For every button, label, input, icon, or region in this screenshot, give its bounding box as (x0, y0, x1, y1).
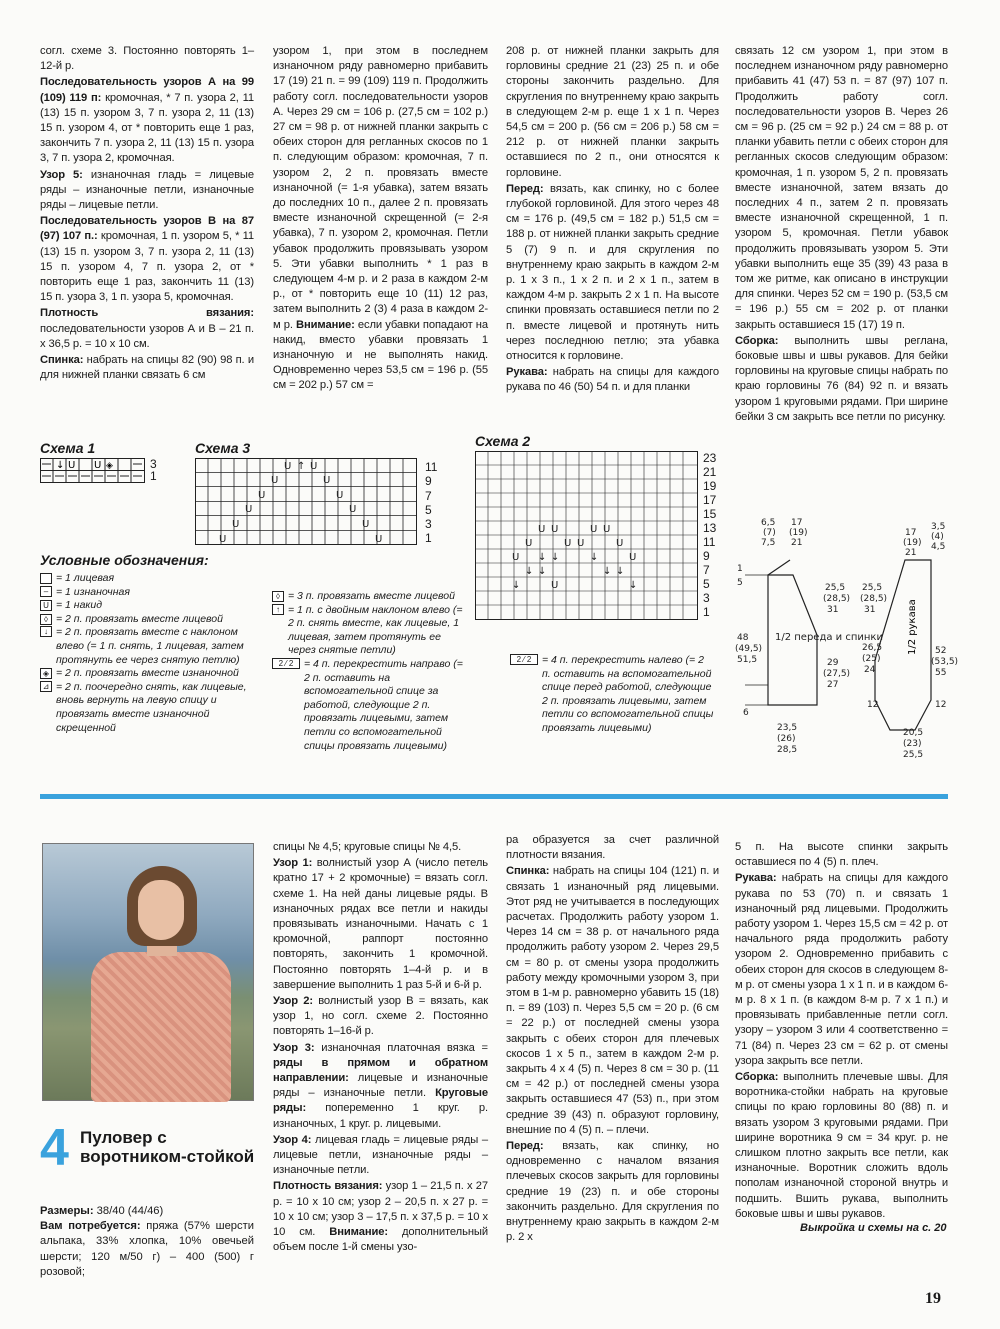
svg-text:↓: ↓ (56, 460, 65, 471)
svg-text:(26): (26) (777, 734, 796, 744)
svg-text:U: U (375, 534, 383, 545)
svg-text:U: U (538, 524, 546, 535)
legend-col-2: ◊ = 3 п. провязать вместе лицевой ↑ = 1 п. с двойным наклоном влево (= 2 п. снять вместе, как лицевые, 1 лицевая, затем протянуть ее через снятые петли) 2 ⁄ 2 = 4 п. перекрестить направо (= 2 п. оставить на вспомогательной спице за работой, следующие 2 п. провязать лицевыми, затем петли со вспомогательной спицы провязать лицевыми) (272, 590, 467, 753)
item-requirements: Размеры: 38/40 (44/46) Вам потребуется: пряжа (57% шерсти альпака, 33% хлопка, 10% овечьей шерсти; 120 м/50 г) – 400 (500) г розовой; (40, 1205, 254, 1278)
top-column-2: узором 1, при этом в последнем изнаночном ряду равномерно прибавить 17 (19) 21 п. = 99 (109) 119 п. Продолжить работу согл. последовательности узоров А. Через 29 см = 106 р. (27,5 см = 102 р.) 27 см = 98 р. от нижней планки закрыть с обеих сторон для регланных скосов по 1 п. следующим образом: кромочная, 7 п. узором 2, 2 п. провязать вместе изнаночной (= 1-я убавка), затем вязать до последних 10 п., далее 2 п. провязать вместе изнаночной скрещенной (= 2-я убавка), 7 п. узором 2, кромочная. Петли убавок продолжить провязывать узором 5. Эти убавки выполнить * 1 раз в следующем 4-м р. и 2 раза в каждом 2-м р., от * повторить еще 10 (11) 12 раз, затем выполнить 2 (3) 4 раза в каждом 2-м р. Внимание: если убавки попадают на накид, вместо убавки провязать 1 изнаночную и не выполнять накид. Одновременно через 53,5 см = 196 р. (55 см = 202 р.) 57 см = (273, 45, 489, 392)
svg-text:1/2 рукава: 1/2 рукава (907, 599, 918, 655)
ssk-symbol-icon: ↓ (40, 626, 52, 637)
model-photo (42, 843, 254, 1101)
svg-text:25,5: 25,5 (903, 750, 924, 760)
k3tog-symbol-icon: ◊ (272, 591, 284, 602)
svg-text:(23): (23) (903, 739, 922, 749)
svg-text:55: 55 (935, 668, 947, 678)
svg-text:(49,5): (49,5) (735, 644, 763, 654)
svg-text:24: 24 (864, 665, 876, 675)
svg-text:51,5: 51,5 (737, 655, 758, 665)
svg-text:28,5: 28,5 (777, 745, 798, 755)
svg-text:3,5: 3,5 (931, 522, 946, 532)
svg-text:5: 5 (737, 578, 743, 588)
legend-col-3: 2 ⁄ 2 = 4 п. перекрестить налево (= 2 п. оставить на вспомогательной спице перед работой, следующие 2 п. провязать лицевыми, затем петли со вспомогательной спицы провязать лицевыми) (510, 654, 720, 736)
svg-text:U: U (245, 504, 253, 515)
svg-text:(28,5): (28,5) (823, 594, 851, 604)
svg-text:U: U (284, 461, 292, 472)
svg-text:U: U (271, 475, 279, 486)
scheme-1-title: Схема 1 (40, 440, 96, 456)
svg-text:25,5: 25,5 (862, 583, 883, 593)
svg-text:27: 27 (827, 680, 839, 690)
top-column-3: 208 р. от нижней планки закрыть для горловины средние 21 (23) 25 п. и обе стороны закончить раздельно. Для скругления по внутреннему краю закрыть в следующем 2-м р. еще 1 х 1 п. Через 54,5 см = 200 р. (56 см = 206 р.) 58 см = 212 р. от нижней планки закрыть оставшиеся по 2 п., они относятся к горловине. Перед: вязать, как спинку, но с более глубокой горловиной. Для этого через 48 см = 176 р. (49,5 см = 182 р.) 51,5 см = 188 р. от нижней планки закрыть средние 5 (7) 9 п. и для скругления по внутреннему краю закрыть в каждом 2-м р. 1 х 3 п., 1 х 2 п. и 2 х 1 п., затем в каждом 4-м р. закрыть 2 х 1 п. На высоте спинки провязать оставшиеся петли по 2 п. вместе лицевой и протянуть нить через последнюю петлю; эта убавка относится к горловине. Рукава: набрать на спицы для каждого рукава по 46 (50) 54 п. и для планки (506, 45, 719, 394)
legend-col-1: = 1 лицевая – = 1 изнаночная U = 1 накид ◊ = 2 п. провязать вместе лицевой ↓ = 2 п. провязать вместе с наклоном влево (= 1 п. снять, 1 лицевая, затем протянуть ее через снятую петлю) ◈ = 2 п. провязать вместе изнаночной ⊿ = 2 п. поочередно снять, как лицевые, вновь вернуть на левую спицу и провязать вместе изнаночной скрещенной (40, 572, 260, 735)
svg-text:U: U (94, 460, 102, 471)
svg-text:U: U (362, 519, 370, 530)
scheme-2-title: Схема 2 (475, 433, 531, 449)
purl-symbol-icon: – (40, 586, 52, 597)
item-number: 4 (40, 1119, 69, 1177)
svg-text:7,5: 7,5 (761, 538, 776, 548)
section-divider (40, 794, 948, 799)
bottom-column-4: 5 п. На высоте спинки закрыть оставшиеся по 4 (5) п. плеч. Рукава: набрать на спицы для каждого рукава по 53 (70) п. и связать 1 изнаночный ряд лицевыми. Продолжить работу узором 1. Через 15,5 см = 42 р. от начального ряда продолжить работу узором 2. Одновременно прибавить с обеих сторон для скосов в следующем 8-м р. от смены узора 1 х 1 п. и в каждом 6-м р. 8 х 1 п. (в каждом 8-м р. 7 х 1 п.) и провязывать прибавленные петли согл. узору – узором 3 или 4 соответственно = 71 (84) п. Через 23 см = 62 р. от смены узора закрыть все петли. Сборка: выполнить плечевые швы. Для воротника-стойки набрать на круговые спицы по краю горловины 80 (88) п. и вязать узором 3 круговыми рядами. При ширине воротника 9 см = 34 круг. р. не слишком плотно закрыть все петли, как изнаночные. Воротник сложить вдоль пополам изнаночной стороной внутрь и подшить. Вшить рукава, выполнить боковые швы и швы рукавов. (735, 841, 948, 1220)
svg-text:U: U (551, 580, 559, 591)
svg-text:U: U (590, 524, 598, 535)
svg-text:↓: ↓ (551, 552, 560, 563)
svg-text:(27,5): (27,5) (823, 669, 851, 679)
svg-text:(25): (25) (862, 654, 881, 664)
svg-text:U: U (616, 538, 624, 549)
svg-text:↓: ↓ (538, 552, 547, 563)
svg-text:U: U (219, 534, 227, 545)
svg-text:↓: ↓ (616, 566, 625, 577)
svg-text:25,5: 25,5 (825, 583, 846, 593)
svg-text:U: U (68, 460, 76, 471)
bottom-column-3: ра образуется за счет различной плотности вязания. Спинка: набрать на спицы 104 (121) п. и связать 1 изнаночный ряд лицевыми. Этот ряд не учитывается в последующих расчетах. Продолжить работу узором 1. Через 14 см = 38 р. от начального ряда продолжить работу узором 2. Через 29,5 см = 80 р. от смены узора продолжить работу между кромочными узором 3, при этом в 1-м р. равномерно убавить 15 (18) п. = 89 (103) п. Через 5,5 см = 20 р. (6 см = 22 р.) от последней смены узора закрыть с обеих сторон для плечевых скосов 1 х 5 п., затем в каждом 2-м р. закрыть 4 х 4 (5) п. Через 8 см = 30 р. (11 см = 42 р.) от последней смены узора закрыть оставшиеся 47 (53) п., при этом средние 39 (43) п. образуют горловину, внешние по 4 (5) п. – плечи. Перед: вязать, как спинку, но одновременно с началом вязания плечевых скосов закрыть для горловины средние 19 (23) п. и обе стороны закончить раздельно. Для скругления по внутреннему краю закрыть в каждом 2-м р. 2 х (506, 834, 719, 1244)
svg-text:↓: ↓ (603, 566, 612, 577)
pattern-reference: Выкройка и схемы на с. 20 (800, 1222, 947, 1234)
svg-text:↓: ↓ (590, 552, 599, 563)
svg-text:U: U (323, 475, 331, 486)
svg-text:6: 6 (743, 708, 749, 718)
scheme-2-row-numbers: 23 21 19 17 15 13 11 9 7 5 3 1 (703, 451, 717, 619)
svg-text:(19): (19) (789, 528, 808, 538)
svg-text:U: U (629, 552, 637, 563)
svg-text:26,5: 26,5 (862, 643, 883, 653)
svg-text:(4): (4) (931, 532, 944, 542)
svg-text:31: 31 (827, 605, 839, 615)
svg-text:↑: ↑ (297, 461, 306, 472)
k2tog-symbol-icon: ◊ (40, 614, 52, 625)
svg-text:↓: ↓ (512, 580, 521, 591)
scheme-3-title: Схема 3 (195, 440, 251, 456)
svg-text:↓: ↓ (538, 566, 547, 577)
cable-left-symbol-icon: 2 ⁄ 2 (510, 654, 538, 665)
svg-text:U: U (577, 538, 585, 549)
svg-text:◈: ◈ (106, 461, 113, 471)
svg-text:48: 48 (737, 633, 749, 643)
top-column-4: связать 12 см узором 1, при этом в последнем изнаночном ряду равномерно прибавить 41 (47) 53 п. = 87 (97) 107 п. Продолжить работу согл. последовательности узоров В. Через 26 см = 96 р. (25 см = 92 р.) 24 см = 88 р. от планки убавить петли с обеих сторон для регланных скосов следующим образом: кромочная, 1 п. узором 5, 2 п. провязать вместе изнаночной, затем вязать до последних 4 п., затем 2 п. провязать вместе изнаночной скрещенной, 1 п. узором 5, кромочная. Петли убавок продолжить провязывать узором 5. Эти убавки выполнить еще 35 (39) 43 раза в том же ритме, как описано в инструкции для спинки. Через 52 см = 190 р. (53,5 см = 196 р.) 55 см = 202 р. от планки закрыть оставшиеся 15 (17) 19 п. Сборка: выполнить швы реглана, боковые швы и швы рукавов. Для бейки горловины на круговые спицы набрать по краю горловины 76 (84) 92 п. и вязать узором 1 круговыми рядами. При ширине бейки 3 см закрыть все петли по рисунку. (735, 45, 948, 423)
legend-title: Условные обозначения: (40, 552, 209, 568)
knit-symbol-icon (40, 573, 52, 584)
yarn-over-symbol-icon: U (40, 600, 52, 611)
svg-text:17: 17 (791, 518, 803, 528)
svg-text:31: 31 (864, 605, 876, 615)
double-decrease-symbol-icon: ↑ (272, 604, 284, 615)
cable-right-symbol-icon: 2 ⁄ 2 (272, 658, 300, 669)
svg-text:20,5: 20,5 (903, 728, 924, 738)
svg-text:U: U (603, 524, 611, 535)
p2tog-tbl-symbol-icon: ⊿ (40, 681, 52, 692)
svg-text:U: U (349, 504, 357, 515)
svg-text:17: 17 (905, 528, 917, 538)
svg-text:↓: ↓ (629, 580, 638, 591)
bottom-column-2: спицы № 4,5; круговые спицы № 4,5. Узор 1: волнистый узор А (число петель кратно 17 + 2 кромочные) = вязать согл. схеме 1. На ней даны лицевые ряды. В изнаночных рядах все петли и накиды провязывать изнаночными. Начать с 1 кромочной, раппорт постоянно повторять, закончить 1 кромочной. Постоянно повторять 1–4-й р. и в завершение выполнить 1 раз 5-й и 6-й р. Узор 2: волнистый узор В = вязать, как узор 1, но согл. схеме 2. Постоянно повторять 1–16-й р. Узор 3: изнаночная платочная вязка = ряды в прямом и обратном направлении: лицевые и изнаночные ряды – изнаночные петли. Круговые ряды: попеременно 1 круг. р. изнаночных, 1 круг. р. лицевыми. Узор 4: лицевая гладь = лицевые ряды – лицевые петли, изнаночные ряды – изнаночные петли. Плотность вязания: узор 1 – 21,5 п. х 27 р. = 10 х 10 см; узор 2 – 20,5 п. х 27 р. = 10 х 10 см; узор 3 – 17,5 п. х 37,5 р. = 10 х 10 см. Внимание: дополнительный объем после 1-й смены узо- (273, 841, 488, 1254)
svg-text:4,5: 4,5 (931, 542, 946, 552)
scheme-3-grid (195, 458, 420, 548)
svg-text:21: 21 (791, 538, 803, 548)
svg-text:6,5: 6,5 (761, 518, 776, 528)
page-number: 19 (925, 1290, 941, 1307)
scheme-1-row-numbers: 3 1 (150, 457, 157, 483)
svg-text:1: 1 (737, 564, 743, 574)
svg-text:U: U (258, 490, 266, 501)
svg-text:29: 29 (827, 658, 839, 668)
svg-text:21: 21 (905, 548, 917, 558)
item-title: Пуловер с воротником-стойкой (80, 1128, 255, 1166)
scheme-2-grid (475, 451, 705, 623)
svg-text:(19): (19) (903, 538, 922, 548)
svg-text:U: U (564, 538, 572, 549)
p2tog-symbol-icon: ◈ (40, 668, 52, 679)
svg-text:U: U (232, 519, 240, 530)
svg-text:(28,5): (28,5) (860, 594, 888, 604)
svg-text:23,5: 23,5 (777, 723, 798, 733)
svg-text:U: U (551, 524, 559, 535)
svg-text:(7): (7) (763, 528, 776, 538)
garment-schematic (735, 515, 959, 760)
svg-text:U: U (512, 552, 520, 563)
svg-text:U: U (310, 461, 318, 472)
svg-text:(53,5): (53,5) (931, 657, 959, 667)
svg-text:12: 12 (867, 700, 879, 710)
svg-text:1/2 переда и спинки: 1/2 переда и спинки (775, 632, 883, 643)
svg-text:12: 12 (935, 700, 947, 710)
svg-text:52: 52 (935, 646, 947, 656)
svg-text:↓: ↓ (525, 566, 534, 577)
top-column-1: согл. схеме 3. Постоянно повторять 1–12-й р. Последовательность узоров А на 99 (109) 119 п: кромочная, * 7 п. узора 2, 11 (13) 15 п. узором 3, 7 п. узора 2, 11 (13) 15 п. узором 4, от * повторить еще 1 раз, закончить 7 п. узора 2, 11 (13) 15 п. узора 3, 7 п. узора 2, кромочная. Узор 5: изнаночная гладь = лицевые ряды – изнаночные петли, изнаночные ряды – лицевые петли. Последовательность узоров В на 87 (97) 107 п.: кромочная, 1 п. узором 5, * 11 (13) 15 п. узором 3, 7 п. узора 2, 11 (13) 15 п. узором 4, 7 п. узора 2, от * повторить еще 1 раз, закончить 11 (13) 15 п. узора 3, 1 п. узора 5, кромочная. Плотность вязания: последовательности узоров А и В – 21 п. х 36,5 р. = 10 х 10 см. Спинка: набрать на спицы 82 (90) 98 п. и для нижней планки связать 6 см (40, 45, 255, 382)
svg-text:U: U (525, 538, 533, 549)
scheme-3-row-numbers: 11 9 7 5 3 1 (425, 460, 438, 546)
svg-text:U: U (336, 490, 344, 501)
